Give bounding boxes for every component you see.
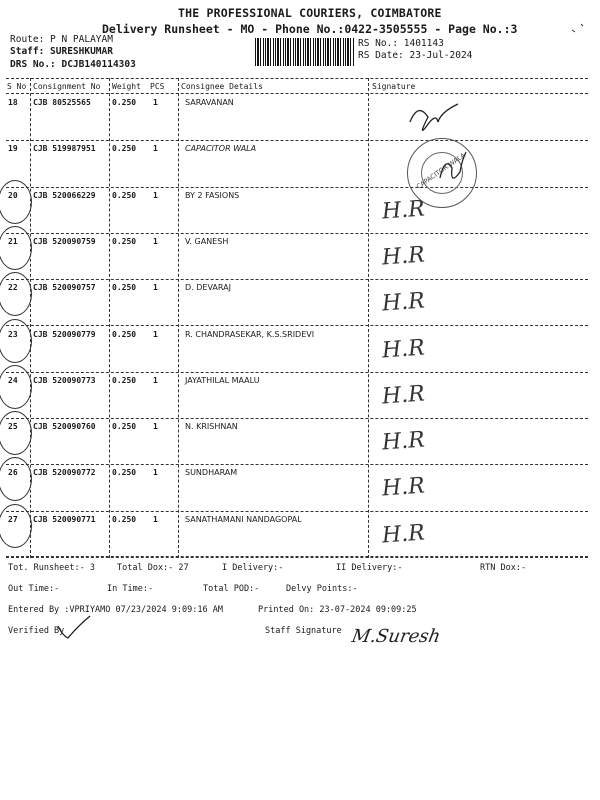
row-pcs: 1 — [153, 422, 158, 432]
printed-on: Printed On: 23-07-2024 09:09:25 — [258, 605, 417, 615]
row-weight: 0.250 — [112, 236, 137, 246]
sno-circle-mark — [0, 226, 32, 270]
row-consignment: CJB 520090779 — [33, 329, 96, 339]
row-pcs: 1 — [153, 514, 158, 524]
row-pcs: 1 — [153, 468, 158, 478]
table-row — [0, 512, 600, 558]
staff-label: Staff: SURESHKUMAR — [10, 46, 113, 57]
row-pcs: 1 — [153, 236, 158, 246]
drs-number: DRS No.: DCJB140114303 — [10, 59, 136, 70]
table-row — [0, 465, 600, 511]
row-signature: H.R — [381, 473, 426, 502]
row-pcs: 1 — [153, 283, 158, 293]
runsheet-subtitle: Delivery Runsheet - MO - Phone No.:0422-3505555 - Page No.:3 — [102, 22, 518, 36]
row-sno: 21 — [8, 236, 18, 246]
row-signature: H.R — [381, 242, 426, 271]
row-consignee: SARAVANAN — [185, 98, 234, 107]
col-pcs: PCS — [150, 82, 165, 91]
row-weight: 0.250 — [112, 329, 137, 339]
table-row — [0, 234, 600, 280]
sno-circle-mark — [0, 457, 32, 501]
row-consignment: CJB 520090772 — [33, 468, 96, 478]
row-signature: H.R — [381, 335, 426, 363]
table-row — [0, 95, 600, 141]
row-consignment: CJB 520090757 — [33, 283, 96, 293]
row-consignment: CJB 519987951 — [33, 144, 96, 154]
row-weight: 0.250 — [112, 190, 137, 200]
row-signature: H.R — [381, 427, 426, 456]
ii-delivery: II Delivery:- — [336, 563, 403, 573]
row-consignee: JAYATHILAL MAALU — [185, 375, 260, 385]
row-weight: 0.250 — [112, 98, 137, 107]
delvy-points: Delvy Points:- — [286, 584, 358, 594]
table-row — [0, 280, 600, 326]
sno-circle-mark — [0, 272, 32, 316]
row-weight: 0.250 — [112, 283, 137, 293]
row-consignee: BY 2 FASIONS — [185, 190, 240, 200]
row-consignee: V. GANESH — [185, 236, 229, 246]
row-consignment: CJB 520090773 — [33, 375, 96, 385]
row-consignment: CJB 80525565 — [33, 98, 91, 107]
staff-signature-handwritten: M.Suresh — [350, 626, 443, 647]
company-title: THE PROFESSIONAL COURIERS, COIMBATORE — [178, 6, 442, 20]
row-signature: H.R — [381, 288, 426, 317]
row-consignee: CAPACITOR WALA — [185, 144, 257, 154]
row-consignee: N. KRISHNAN — [185, 422, 238, 432]
row-pcs: 1 — [153, 98, 158, 107]
row-weight: 0.250 — [112, 144, 137, 154]
row-sno: 20 — [8, 190, 18, 200]
row-consignment: CJB 520090760 — [33, 422, 96, 432]
row-consignment: CJB 520090771 — [33, 514, 96, 524]
row-sno: 23 — [8, 329, 18, 339]
row-signature: H.R — [381, 196, 426, 225]
out-time: Out Time:- — [8, 584, 60, 594]
row-consignment: CJB 520066229 — [33, 190, 96, 200]
row-weight: 0.250 — [112, 375, 137, 385]
rs-number: RS No.: 1401143 — [358, 38, 444, 49]
row-pcs: 1 — [153, 190, 158, 200]
row-sno: 19 — [8, 144, 18, 154]
tot-runsheet: Tot. Runsheet:- 3 — [8, 563, 95, 573]
row-pcs: 1 — [153, 329, 158, 339]
row-pcs: 1 — [153, 375, 158, 385]
table-row — [0, 373, 600, 419]
sno-circle-mark — [0, 411, 32, 455]
table-row — [0, 327, 600, 373]
total-dox: Total Dox:- 27 — [117, 563, 189, 573]
row-signature: H.R — [381, 381, 426, 410]
sno-circle-mark — [0, 365, 32, 409]
table-row — [0, 188, 600, 234]
row-weight: 0.250 — [112, 514, 137, 524]
sno-circle-mark — [0, 504, 32, 548]
in-time: In Time:- — [107, 584, 154, 594]
barcode — [255, 38, 355, 66]
rtn-dox: RTN Dox:- — [480, 563, 527, 573]
sno-circle-mark — [0, 180, 32, 224]
row-weight: 0.250 — [112, 422, 137, 432]
verified-by: Verified By — [8, 626, 65, 636]
row-pcs: 1 — [153, 144, 158, 154]
table-row — [0, 419, 600, 465]
total-pod: Total POD:- — [203, 584, 260, 594]
row-sno: 26 — [8, 468, 18, 478]
row-consignee: R. CHANDRASEKAR, K.S.SRIDEVI — [185, 329, 315, 339]
row-consignee: SANATHAMANI NANDAGOPAL — [185, 514, 302, 524]
col-consignment: Consignment No — [33, 82, 101, 91]
stamp-text: CAPACITOR WALA — [414, 151, 467, 191]
col-weight: Weight — [112, 82, 141, 91]
row-sno: 22 — [8, 283, 18, 293]
entered-by: Entered By :VPRIYAMO 07/23/2024 9:09:16 AM — [8, 605, 223, 615]
row-sno: 24 — [8, 375, 18, 385]
row-consignee: SUNDHARAM — [185, 468, 238, 478]
row-consignment: CJB 520090759 — [33, 236, 96, 246]
col-sno: S No — [7, 82, 27, 91]
row-sno: 27 — [8, 514, 18, 524]
i-delivery: I Delivery:- — [222, 563, 284, 573]
col-signature: Signature — [372, 82, 416, 91]
corner-mark — [572, 24, 583, 32]
row-consignee: D. DEVARAJ — [185, 283, 231, 293]
route-label: Route: P N PALAYAM — [10, 34, 113, 45]
row-signature: H.R — [381, 520, 426, 549]
rs-date: RS Date: 23-Jul-2024 — [358, 50, 473, 61]
company-stamp — [407, 138, 477, 208]
col-consignee: Consignee Details — [181, 82, 263, 91]
row-weight: 0.250 — [112, 468, 137, 478]
row-sno: 25 — [8, 422, 18, 432]
row-sno: 18 — [8, 98, 18, 107]
sno-circle-mark — [0, 319, 32, 363]
staff-signature-label: Staff Signature — [265, 626, 342, 636]
table-row — [0, 141, 600, 187]
